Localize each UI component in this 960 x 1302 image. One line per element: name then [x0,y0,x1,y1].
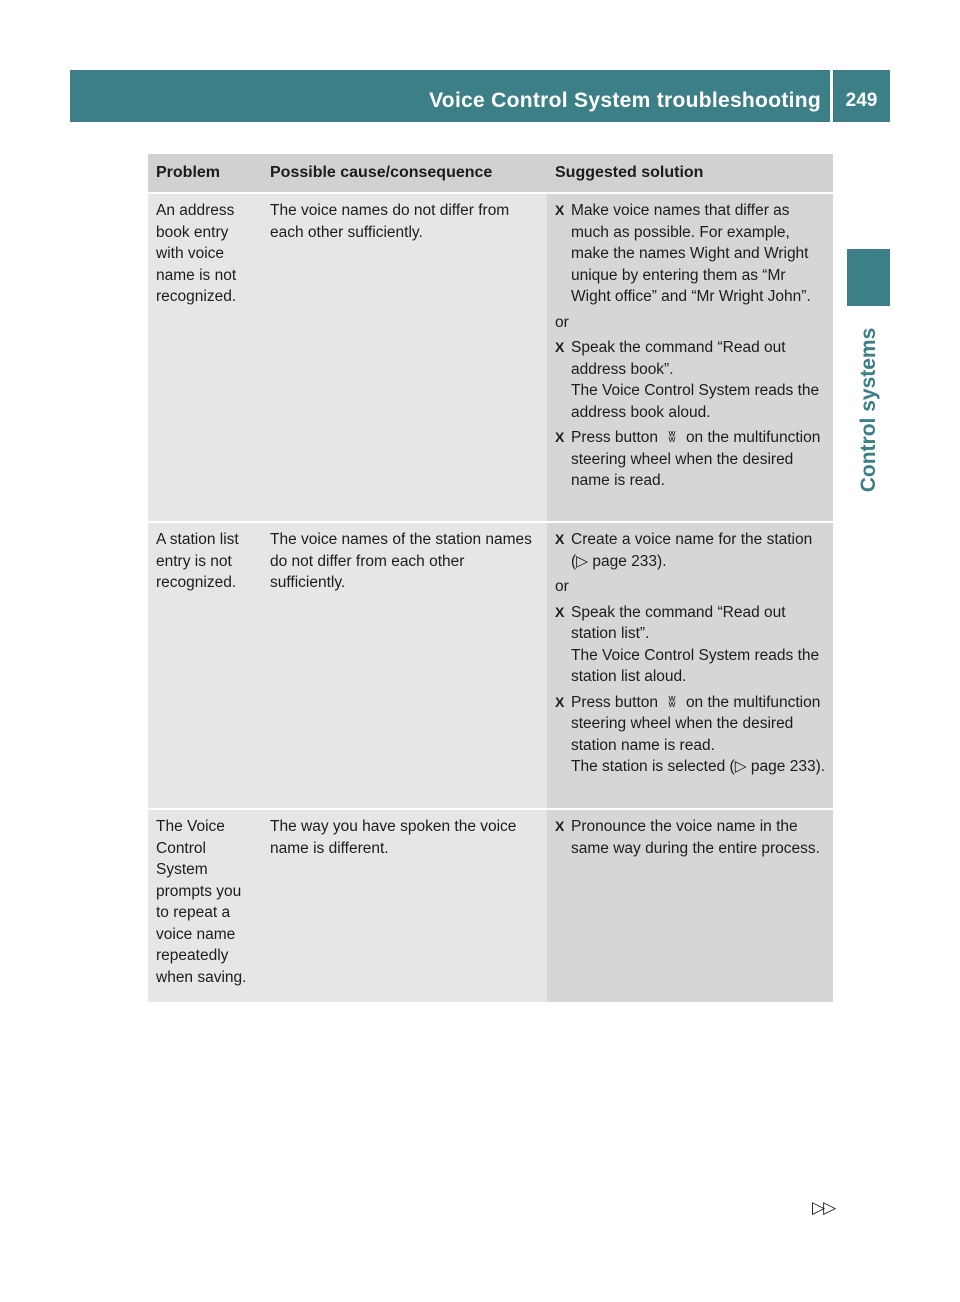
solution-step [555,337,829,423]
voice-button-icon: ʬ [668,429,676,446]
cause-cell: The way you have spoken the voice name is different. [262,809,547,1002]
page-number: 249 [845,90,878,111]
solution-step [555,692,829,778]
instruction-arrow-icon: X [555,429,565,445]
step-result: The Voice Control System reads the address book aloud. [571,382,820,421]
cause-cell: The voice names of the station names do not differ from each other sufficiently. [262,522,547,809]
voice-button-icon: ʬ [668,693,676,711]
step-text: Speak the command “Read out address book”. [571,339,786,378]
table-row [148,193,833,522]
header-title: Voice Control System troubleshooting [429,89,821,112]
or-label: or [555,313,569,331]
instruction-arrow-icon: X [555,531,565,547]
step-text: Pronounce the voice name in the same way during the entire process. [571,818,820,857]
column-header-cause: Possible cause/consequence [262,154,547,193]
problem-cell: An address book entry with voice name is not recognized. [148,193,262,522]
step-result: The station is selected (▷ page 233). [571,758,826,775]
instruction-arrow-icon: X [555,202,565,218]
step-text: Create a voice name for the station (▷ page 233). [571,531,813,570]
solution-cell [547,809,833,1002]
problem-cell: The Voice Control System prompts you to repeat a voice name repeatedly when saving. [148,809,262,1002]
table-row [148,522,833,809]
troubleshooting-table [148,154,833,1002]
solution-step [555,529,829,572]
instruction-arrow-icon: X [555,603,565,620]
solution-step [555,200,829,308]
step-text-before: Press button [571,693,659,711]
solution-step [555,602,829,688]
continued-arrow-icon: ▷▷ [812,1198,835,1217]
solution-cell [547,522,833,809]
step-result: The Voice Control System reads the station list aloud. [571,646,820,685]
step-text: Speak the command “Read out station list”. [571,603,786,642]
step-text-after: on the multifunction steering wheel when the desired station name is read. [571,693,821,754]
step-text: Make voice names that differ as much as possible. For example, make the names Wight and Wright unique by entering them as “Mr Wight office” and “Mr Wright John”. [571,202,811,305]
or-label: or [555,578,569,595]
solution-step [555,427,829,492]
solution-cell [547,193,833,522]
cause-cell: The voice names do not differ from each other sufficiently. [262,193,547,522]
table-header-row [148,154,833,193]
problem-cell: A station list entry is not recognized. [148,522,262,809]
instruction-arrow-icon: X [555,818,565,834]
column-header-solution: Suggested solution [547,154,833,193]
column-header-problem: Problem [148,154,262,193]
step-text-before: Press button [571,429,659,446]
instruction-arrow-icon: X [555,693,565,710]
section-tab-label: Control systems [857,327,880,493]
page-header [70,70,890,122]
step-text-after: on the multifunction steering wheel when the desired name is read. [571,429,821,489]
instruction-arrow-icon: X [555,339,565,355]
section-tab-marker [847,249,890,306]
solution-step [555,816,829,859]
table-row [148,809,833,1002]
